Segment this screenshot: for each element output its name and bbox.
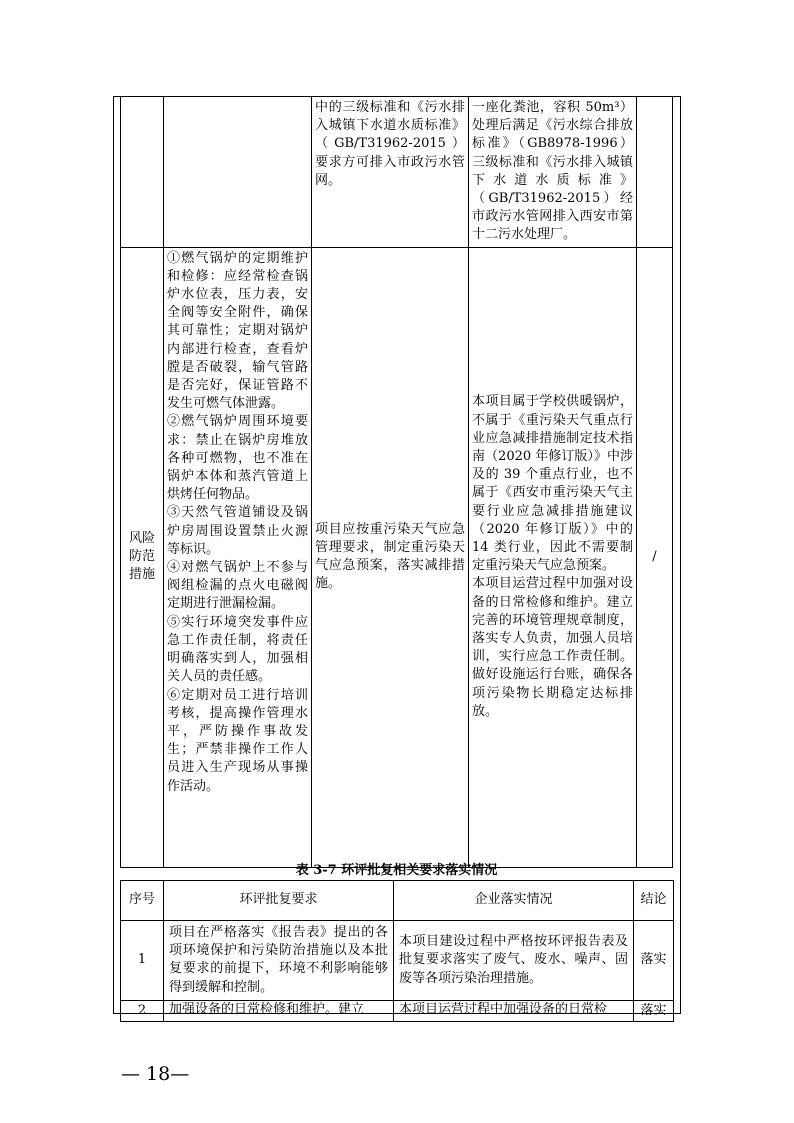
row-number: 2 (121, 1000, 164, 1021)
requirements-text: ①燃气锅炉的定期维护和检修：应经常检查锅炉水位表，压力表，安全阀等安全附件，确保其可靠性；定期对锅炉内部进行检查，查看炉膛是否破裂，输气管路是否完好，保证管路不发生可燃气体泄露。 ②燃气锅炉周围环境要求：禁止在锅炉房堆放各种可燃物，也不准在锅炉本体和蒸汽管道上烘烤任何物品。 ③天然气管道铺设及锅炉房周围设置禁止火源等标识。 ④对燃气锅炉上不参与阀组检漏的点火电磁阀定期进行泄漏检漏。 ⑤实行环境突发事件应急工作责任制，将责任明确落实到人，加强相关人员的责任感。 ⑥定期对员工进行培训考核，提高操作管理水平，严防操作事故发生；严禁非操作工作人员进入生产现场从事操作活动。 (167, 250, 308, 794)
approval-table (120, 880, 674, 1022)
table-cell (469, 97, 637, 248)
page-number: — 18— (121, 1063, 190, 1085)
table-cell (469, 247, 637, 867)
conclusion-text: 落实 (634, 1000, 674, 1021)
category-label: 风险防范措施 (129, 530, 156, 583)
header-conclusion: 结论 (634, 881, 674, 921)
table-row (121, 97, 673, 248)
conclusion-text: 落实 (634, 921, 674, 1001)
header-requirement: 环评批复要求 (164, 881, 394, 921)
implementation-text: 本项目建设过程中严格按环评报告表及批复要求落实了废气、废水、噪声、固废等各项污染治理措施。 (394, 921, 634, 1001)
table-caption: 表 3-7 环评批复相关要求落实情况 (295, 863, 498, 878)
conclusion-text: / (652, 549, 657, 565)
implementation-text: 本项目运营过程中加强设备的日常检 (394, 1000, 634, 1021)
cell-text: 中的三级标准和《污水排入城镇下水道水质标准》（GB/T31962-2015）要求方可排入市政污水管网。 (315, 100, 465, 188)
cell-text: 一座化粪池，容积 50m³）处理后满足《污水综合排放标准》（GB8978-1996）三级标准和《污水排入城镇下水道水质标准》（GB/T31962-2015）经市政污水管网排入西安市第十二污水处理厂。 (472, 100, 633, 243)
requirement-text: 加强设备的日常检修和维护。建立 (164, 1000, 394, 1021)
table-header-row (121, 881, 674, 921)
requirement-text: 项目在严格落实《报告表》提出的各项环境保护和污染防治措施以及本批复要求的前提下，环境不利影响能够得到缓解和控制。 (164, 921, 394, 1001)
implementation-text: 本项目属于学校供暖锅炉，不属于《重污染天气重点行业应急减排措施制定技术指南（2020 年修订版）》中涉及的 39 个重点行业，也不属于《西安市重污染天气主要行业应急减排措施建议（2020 年修订版）》中的 14 类行业，因此不需要制定重污染天气应急预案。 本项目运营过程中加强对设备的日常检修和维护。建立完善的环境管理规章制度，落实专人负责，加强人员培训，实行应急工作责任制。做好设施运行台账，确保各项污染物长期稳定达标排放。 (472, 394, 633, 719)
approval-text: 项目应按重污染天气应急管理要求，制定重污染天气应急预案，落实减排措施。 (315, 521, 465, 592)
header-no: 序号 (121, 881, 164, 921)
table-row (121, 1000, 674, 1021)
row-number: 1 (121, 921, 164, 1001)
header-implementation: 企业落实情况 (394, 881, 634, 921)
conclusion-cell (637, 247, 673, 867)
measures-table (120, 96, 673, 868)
table-cell (121, 97, 164, 248)
table-cell (637, 97, 673, 248)
category-cell (121, 247, 164, 867)
table-cell (312, 247, 469, 867)
table-row (121, 247, 673, 867)
table-row (121, 921, 674, 1001)
table-cell (312, 97, 469, 248)
table-cell (164, 247, 312, 867)
table-cell (164, 97, 312, 248)
